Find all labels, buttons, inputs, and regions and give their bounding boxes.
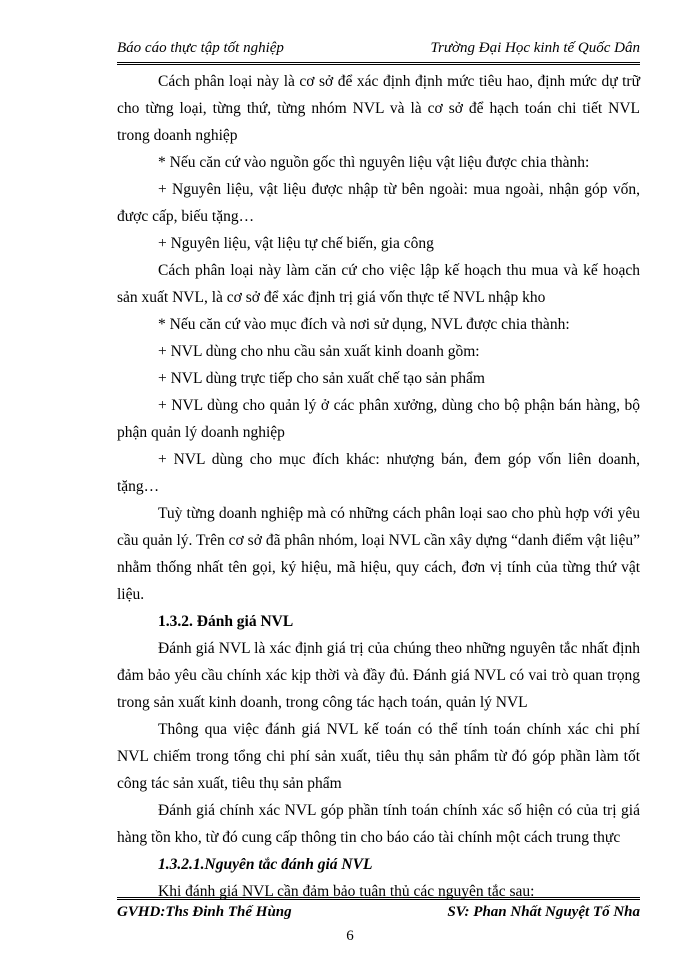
paragraph: + NVL dùng cho mục đích khác: nhượng bán, đem góp vốn liên doanh, tặng…: [117, 451, 640, 495]
paragraph: Cách phân loại này là cơ sở để xác định định mức tiêu hao, định mức dự trữ cho từng loại, từng thứ, từng nhóm NVL và là cơ sở để hạch toán chi tiết NVL trong doanh nghiệp: [117, 73, 640, 144]
paragraph: * Nếu căn cứ vào nguồn gốc thì nguyên liệu vật liệu được chia thành:: [158, 154, 590, 171]
paragraph: + Nguyên liệu, vật liệu được nhập từ bên ngoài: mua ngoài, nhận góp vốn, được cấp, biếu tặng…: [117, 181, 640, 225]
paragraph: Cách phân loại này làm căn cứ cho việc lập kế hoạch thu mua và kế hoạch sản xuất NVL, là cơ sở để xác định trị giá vốn thực tế NVL nhập kho: [117, 262, 640, 306]
header-university: Trường Đại Học kinh tế Quốc Dân: [430, 40, 640, 56]
paragraph: + NVL dùng cho nhu cầu sản xuất kinh doanh gồm:: [158, 343, 480, 360]
paragraph: + NVL dùng cho quản lý ở các phân xưởng, dùng cho bộ phận bán hàng, bộ phận quản lý doanh nghiệp: [117, 397, 640, 441]
footer-student: SV: Phan Nhất Nguyệt Tố Nha: [447, 904, 640, 920]
footer-divider: [117, 897, 640, 900]
paragraph: Khi đánh giá NVL cần đảm bảo tuân thủ các nguyên tắc sau:: [158, 883, 535, 900]
paragraph: + NVL dùng trực tiếp cho sản xuất chế tạo sản phẩm: [158, 370, 485, 387]
paragraph: Tuỳ từng doanh nghiệp mà có những cách phân loại sao cho phù hợp với yêu cầu quản lý. Trên cơ sở đã phân nhóm, loại NVL cần xây dựng “danh điểm vật liệu” nhằm thống nhất tên gọi, ký hiệu, mã hiệu, quy cách, đơn vị tính của từng thứ vật liệu.: [117, 505, 640, 603]
section-heading: 1.3.2. Đánh giá NVL: [158, 613, 294, 630]
paragraph: Đánh giá NVL là xác định giá trị của chúng theo những nguyên tắc nhất định đảm bảo yêu cầu chính xác kịp thời và đầy đủ. Đánh giá NVL có vai trò quan trọng trong sản xuất kinh doanh, trong công tác hạch toán, quản lý NVL: [117, 640, 640, 711]
page-header: [117, 40, 640, 65]
page-body: [117, 68, 640, 905]
paragraph: Đánh giá chính xác NVL góp phần tính toán chính xác số hiện có của trị giá hàng tồn kho, từ đó cung cấp thông tin cho báo cáo tài chính một cách trung thực: [117, 802, 640, 846]
subsection-heading: 1.3.2.1.Nguyên tắc đánh giá NVL: [158, 856, 373, 873]
paragraph: * Nếu căn cứ vào mục đích và nơi sử dụng, NVL được chia thành:: [158, 316, 570, 333]
paragraph: + Nguyên liệu, vật liệu tự chế biến, gia công: [158, 235, 434, 252]
page-number: 6: [346, 928, 354, 944]
header-report-title: Báo cáo thực tập tốt nghiệp: [117, 40, 284, 56]
footer-supervisor: GVHD:Ths Đinh Thế Hùng: [117, 904, 292, 920]
paragraph: Thông qua việc đánh giá NVL kế toán có thể tính toán chính xác chi phí NVL chiếm trong tổng chi phí sản xuất, tiêu thụ sản phẩm từ đó góp phần làm tốt công tác sản xuất, tiêu thụ sản phẩm: [117, 721, 640, 792]
